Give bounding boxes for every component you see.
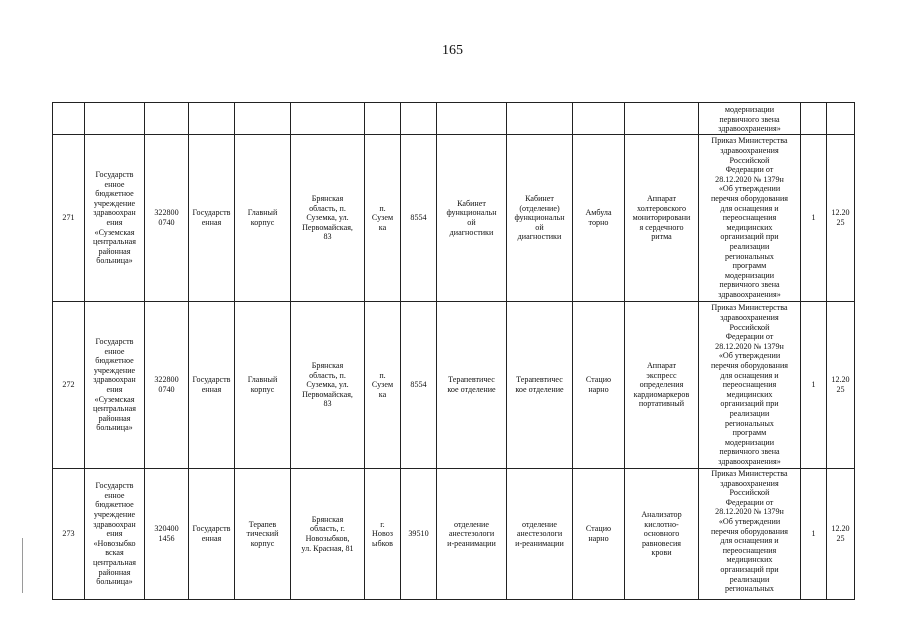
- cell-num: [53, 135, 85, 302]
- cell-empty: [625, 103, 699, 135]
- cell-equipment: [625, 135, 699, 302]
- department-text: Кабинет (отделение) функциональн ой диагностики: [514, 194, 565, 242]
- cell-organization: [85, 302, 145, 469]
- cell-unit: [437, 302, 507, 469]
- cell-department: [507, 302, 573, 469]
- cell-equipment: [625, 469, 699, 600]
- table-row: [53, 469, 855, 600]
- cell-building: [235, 469, 291, 600]
- cell-empty: [437, 103, 507, 135]
- ownership-text: Государств енная: [192, 375, 231, 394]
- unit-text: Кабинет функциональн ой диагностики: [446, 198, 497, 237]
- care-type-text: Стацио нарно: [585, 375, 612, 394]
- equipment-table: [52, 102, 855, 600]
- code-text: 322800 0740: [154, 375, 179, 394]
- building-text: Главный корпус: [247, 208, 278, 227]
- cell-code: [145, 302, 189, 469]
- cell-date: [827, 302, 855, 469]
- cell-code: [145, 469, 189, 600]
- cell-index: [401, 135, 437, 302]
- cell-locality: [365, 469, 401, 600]
- cell-document: [699, 302, 801, 469]
- date-text: 12.20 25: [831, 208, 850, 227]
- cell-document: [699, 469, 801, 600]
- cell-ownership: [189, 302, 235, 469]
- cell-empty: [573, 103, 625, 135]
- cell-num: [53, 302, 85, 469]
- cell-quantity: [801, 302, 827, 469]
- cell-empty: [145, 103, 189, 135]
- cell-care-type: [573, 469, 625, 600]
- cell-building: [235, 302, 291, 469]
- index-text: 8554: [410, 380, 427, 390]
- document-text: Приказ Министерства здравоохранения Российской Федерации от 28.12.2020 № 1379н «Об утверждении перечня оборудования для оснащения и переоснащения медицинских организаций при реализации региональных: [710, 469, 789, 594]
- building-text: Терапев тический корпус: [246, 519, 279, 548]
- cell-date: [827, 135, 855, 302]
- index-text: 39510: [408, 529, 429, 539]
- quantity-text: 1: [811, 529, 816, 539]
- cell-empty: [365, 103, 401, 135]
- table-row-continued: [53, 103, 855, 135]
- care-type-text: Стацио нарно: [585, 524, 612, 543]
- cell-empty: [53, 103, 85, 135]
- equipment-text: Анализатор кислотно- основного равновесия крови: [641, 510, 682, 558]
- cell-num: [53, 469, 85, 600]
- date-text: 12.20 25: [831, 524, 850, 543]
- cell-empty: [801, 103, 827, 135]
- address-text: Брянская область, г. Новозыбков, ул. Красная, 81: [301, 514, 354, 553]
- cell-empty: [189, 103, 235, 135]
- address-text: Брянская область, п. Суземка, ул. Первомайская, 83: [302, 361, 353, 409]
- department-text: Терапевтичес кое отделение: [515, 375, 564, 394]
- index-text: 8554: [410, 213, 427, 223]
- cell-organization: [85, 135, 145, 302]
- cell-empty: [401, 103, 437, 135]
- unit-text: отделение анестезологи и-реанимации: [447, 519, 496, 548]
- page-number: 165: [442, 43, 463, 58]
- locality-text: п. Сузем ка: [371, 370, 394, 399]
- organization-text: Государств енное бюджетное учреждение здравоохран ения «Суземская центральная районная больница»: [93, 170, 136, 266]
- document-text: модернизации первичного звена здравоохранения»: [718, 105, 781, 134]
- cell-document: [699, 135, 801, 302]
- equipment-text: Аппарат экспресс определения кардиомаркеров портативный: [633, 361, 690, 409]
- scan-margin-mark: [22, 538, 23, 593]
- address-text: Брянская область, п. Суземка, ул. Первомайская, 83: [302, 194, 353, 242]
- row-number: 273: [62, 529, 75, 539]
- cell-unit: [437, 135, 507, 302]
- cell-quantity: [801, 135, 827, 302]
- cell-care-type: [573, 302, 625, 469]
- cell-department: [507, 135, 573, 302]
- table-row: [53, 302, 855, 469]
- code-text: 322800 0740: [154, 208, 179, 227]
- cell-locality: [365, 302, 401, 469]
- cell-address: [291, 469, 365, 600]
- unit-text: Терапевтичес кое отделение: [447, 375, 496, 394]
- document-text: Приказ Министерства здравоохранения Российской Федерации от 28.12.2020 № 1379н «Об утверждении перечня оборудования для оснащения и переоснащения медицинских организаций при реализации региональных программ модернизации первичного звена здравоохранения»: [710, 136, 789, 299]
- organization-text: Государств енное бюджетное учреждение здравоохран ения «Суземская центральная районная больница»: [93, 337, 136, 433]
- table-row: [53, 135, 855, 302]
- cell-empty: [291, 103, 365, 135]
- row-number: 271: [62, 213, 75, 223]
- cell-address: [291, 302, 365, 469]
- department-text: отделение анестезологи и-реанимации: [515, 519, 564, 548]
- cell-locality: [365, 135, 401, 302]
- cell-empty: [85, 103, 145, 135]
- care-type-text: Амбула торно: [585, 208, 612, 227]
- cell-code: [145, 135, 189, 302]
- cell-department: [507, 469, 573, 600]
- equipment-text: Аппарат холтеровского мониторировани я сердечного ритма: [632, 194, 691, 242]
- cell-care-type: [573, 135, 625, 302]
- cell-empty: [827, 103, 855, 135]
- date-text: 12.20 25: [831, 375, 850, 394]
- cell-index: [401, 469, 437, 600]
- locality-text: п. Сузем ка: [371, 203, 394, 232]
- quantity-text: 1: [811, 380, 816, 390]
- cell-index: [401, 302, 437, 469]
- cell-organization: [85, 469, 145, 600]
- cell-empty: [507, 103, 573, 135]
- cell-ownership: [189, 135, 235, 302]
- building-text: Главный корпус: [247, 375, 278, 394]
- ownership-text: Государств енная: [192, 524, 231, 543]
- cell-quantity: [801, 469, 827, 600]
- cell-empty: [235, 103, 291, 135]
- code-text: 320400 1456: [154, 524, 179, 543]
- locality-text: г. Новоз ыбков: [372, 519, 393, 548]
- row-number: 272: [62, 380, 75, 390]
- cell-ownership: [189, 469, 235, 600]
- cell-building: [235, 135, 291, 302]
- cell-unit: [437, 469, 507, 600]
- cell-document: [699, 103, 801, 135]
- document-text: Приказ Министерства здравоохранения Российской Федерации от 28.12.2020 № 1379н «Об утверждении перечня оборудования для оснащения и переоснащения медицинских организаций при реализации региональных программ модернизации первичного звена здравоохранения»: [710, 303, 789, 466]
- ownership-text: Государств енная: [192, 208, 231, 227]
- organization-text: Государств енное бюджетное учреждение здравоохран ения «Новозыбко вская центральная районная больница»: [93, 481, 136, 587]
- quantity-text: 1: [811, 213, 816, 223]
- cell-address: [291, 135, 365, 302]
- cell-date: [827, 469, 855, 600]
- cell-equipment: [625, 302, 699, 469]
